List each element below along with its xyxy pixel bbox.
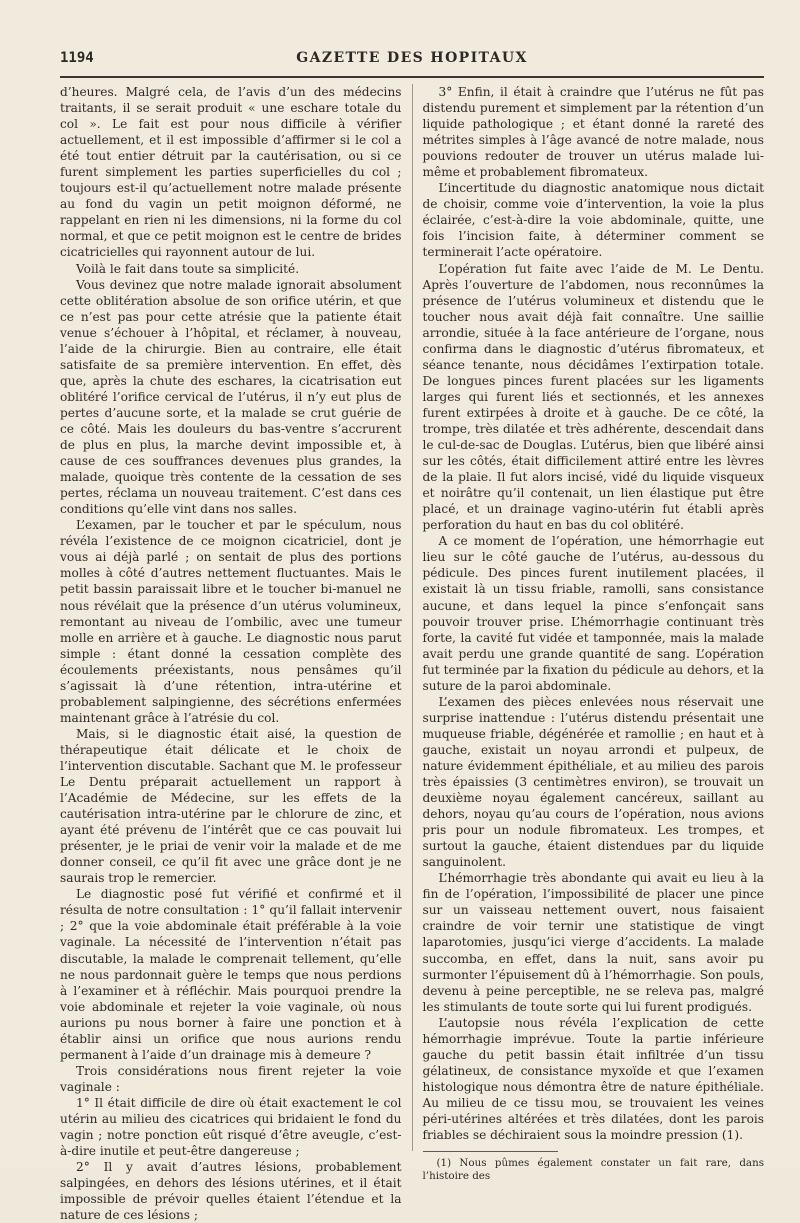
right-paragraph-5: L’examen des pièces enlevées nous réservait une surprise inattendue : l’utérus distendu présentait une muqueuse friable, dégénérée et ramollie ; en haut et à gauche, existait un noyau arrondi et pulpeux, de nature évidemment épithéliale, et au milieu des parois très épaissies (3 centimètres environ), se trouvait un deuxième noyau également cancéreux, saillant au dehors, noyau qu’au cours de l’opération, nous avions pris pour un nodule fibromateux. Les trompes, et surtout la gauche, étaient distendues par du liquide sanguinolent. [422,694,764,870]
page-number: 1194 [60,50,94,66]
right-paragraph-1: 3° Enfin, il était à craindre que l’utérus ne fût pas distendu purement et simplement par la rétention d’un liquide pathologique ; et étant donné la rareté des métrites simples à l’âge avancé de notre malade, nous pouvions redouter de trouver un utérus malade lui-même et probablement fibromateux. [422,85,764,180]
header-rule [60,76,764,78]
right-paragraph-3: L’opération fut faite avec l’aide de M. Le Dentu. Après l’ouverture de l’abdomen, nous reconnûmes la présence de l’utérus volumineux et distendu que le toucher nous avait déjà fait connaître. Une saillie arrondie, située à la face antérieure de l’organe, nous confirma dans le diagnostic d’utérus fibromateux, et séance tenante, nous décidâmes l’extirpation totale. De longues pinces furent placées sur les ligaments larges qui furent liés et sectionnés, et les annexes furent extirpées à droite et à gauche. De ce côté, la trompe, très dilatée et très adhérente, descendait dans le cul-de-sac de Douglas. L’utérus, bien que libéré ainsi sur les côtés, était difficilement attiré entre les lèvres de la plaie. Il fut alors incisé, vidé du liquide visqueux et noirâtre qu’il contenait, un lien élastique put être placé, et un drainage vagino-utérin fut établi après perforation du haut en bas du col oblitéré. [422,261,764,533]
footnote-rule [423,1151,558,1152]
right-paragraph-6: L’hémorrhagie très abondante qui avait eu lieu à la fin de l’opération, l’impossibilité de placer une pince sur un vaisseau nettement ouvert, nous faisaient craindre de voir ternir une statistique de vingt laparotomies, jusqu’ici vierge d’accidents. La malade succomba, en effet, dans la nuit, sans avoir pu surmonter l’épuisement dû à l’hémorrhagie. Son pouls, devenu à peine perceptible, ne se releva pas, malgré les stimulants de toute sorte qui lui furent prodigués. [422,871,764,1014]
left-paragraph-2: Voilà le fait dans toute sa simplicité. [76,261,300,276]
left-column [60,84,402,1223]
article-columns [60,84,764,1223]
running-title: GAZETTE DES HOPITAUX [296,50,528,66]
left-paragraph-6: Le diagnostic posé fut vérifié et confirmé et il résulta de notre consultation : 1° qu’il fallait intervenir ; 2° que la voie abdominale était préférable à la voie vaginale. La nécessité de l’intervention n’était pas discutable, la malade le comprenait tellement, qu’elle ne nous pardonnait guère le temps que nous perdions à l’examiner et à réfléchir. Mais pourquoi prendre la voie abdominale et rejeter la voie vaginale, où nous aurions pu nous borner à faire une ponction et à établir ainsi un orifice que nous aurions rendu permanent à l’aide d’un drainage mis à demeure ? [60,887,402,1062]
left-paragraph-5: Mais, si le diagnostic était aisé, la question de thérapeutique était délicate et le choix de l’intervention discutable. Sachant que M. le professeur Le Dentu préparait actuellement un rapport à l’Académie de Médecine, sur les effets de la cautérisation intra-utérine par le chlorure de zinc, et ayant été prévenu de l’intérêt que ce cas pouvait lui présenter, je le priai de venir voir la malade et de me donner conseil, ce qu’il fit avec une grâce dont je ne saurais trop le remercier. [60,726,402,886]
right-paragraph-2: L’incertitude du diagnostic anatomique nous dictait de choisir, comme voie d’intervention, la voie la plus éclairée, c’est-à-dire la voie abdominale, quitte, une fois l’incision faite, à déterminer comment se terminerait l’acte opératoire. [422,181,764,260]
left-paragraph-8: 1° Il était difficile de dire où était exactement le col utérin au milieu des cicatrices qui bridaient le fond du vagin ; notre ponction eût risqué d’être aveugle, c’est-à-dire inutile et peut-être dangereuse ; [60,1095,402,1159]
footnote: (1) Nous pûmes également constater un fait rare, dans l’histoire des [422,1157,764,1183]
left-paragraph-1: d’heures. Malgré cela, de l’avis d’un des médecins traitants, il se serait produit « une eschare totale du col ». Le fait est pour nous difficile à vérifier actuellement, et il est impossible d’affirmer si le col a été tout entier détruit par la cautérisation, ou si ce furent simplement les parties superficielles du col ; toujours est-il qu’actuellement notre malade présente au fond du vagin un petit moignon déformé, ne rappelant en rien ni les dimensions, ni la forme du col normal, et que ce petit moignon est le centre de brides cicatricielles qui rayonnent autour de lui. [60,85,402,260]
left-paragraph-9: 2° Il y avait d’autres lésions, probablement salpingées, en dehors des lésions utérines, et il était impossible de prévoir quelles étaient l’étendue et la nature de ces lésions ; [60,1160,402,1223]
left-paragraph-7: Trois considérations nous firent rejeter la voie vaginale : [60,1063,402,1094]
left-paragraph-4: L’examen, par le toucher et par le spéculum, nous révéla l’existence de ce moignon cicatriciel, dont je vous ai déjà parlé ; on sentait de plus des portions molles à côté d’autres nettement fluctuantes. Mais le petit bassin paraissait libre et le toucher bi-manuel ne nous révélait que la présence d’un utérus volumineux, remontant au niveau de l’ombilic, avec une tumeur molle en arrière et à gauche. Le diagnostic nous parut simple : étant donné la cessation complète des écoulements préexistants, nous pensâmes qu’il s’agissait là d’une rétention, intra-utérine et probablement salpingienne, des sécrétions enfermées maintenant grâce à l’atrésie du col. [60,518,402,725]
right-paragraph-4: A ce moment de l’opération, une hémorrhagie eut lieu sur le côté gauche de l’utérus, au-dessous du pédicule. Des pinces furent inutilement placées, il existait là un tissu friable, ramolli, sans consistance aucune, et dans lequel la pince s’enfonçait sans pouvoir trouver prise. L’hémorrhagie continuant très forte, la cavité fut vidée et tamponnée, mais la malade avait perdu une grande quantité de sang. L’opération fut terminée par la fixation du pédicule au dehors, et la suture de la paroi abdominale. [422,534,764,693]
page-header [60,44,764,68]
right-paragraph-7: L’autopsie nous révéla l’explication de cette hémorrhagie imprévue. Toute la partie inférieure gauche du petit bassin était infiltrée d’un tissu gélatineux, de consistance myxoïde et que l’examen histologique nous démontra être de nature épithéliale. Au milieu de ce tissu mou, se trouvaient les veines péri-utérines altérées et très dilatées, dont les parois friables se déchiraient sous la moindre pression (1). [422,1015,764,1143]
column-divider [412,84,413,1151]
right-column [422,84,765,1183]
left-paragraph-3: Vous devinez que notre malade ignorait absolument cette oblitération absolue de son orifice utérin, et que ce n’est pas pour cette atrésie que la patiente était venue s’échouer à l’hôpital, et réclamer, à nouveau, l’aide de la chirurgie. Bien au contraire, elle était satisfaite de sa première intervention. En effet, dès que, après la chute des eschares, la cicatrisation eut oblitéré l’orifice cervical de l’utérus, il n’y eut plus de pertes d’aucune sorte, et la malade se crut guérie de ce côté. Mais les douleurs du bas-ventre s’accrurent de plus en plus, la marche devint impossible et, à cause de ces souffrances devenues plus grandes, la malade, quoique très contente de la cessation de ses pertes, réclama un nouveau traitement. C’est dans ces conditions qu’elle vint dans nos salles. [60,277,402,517]
